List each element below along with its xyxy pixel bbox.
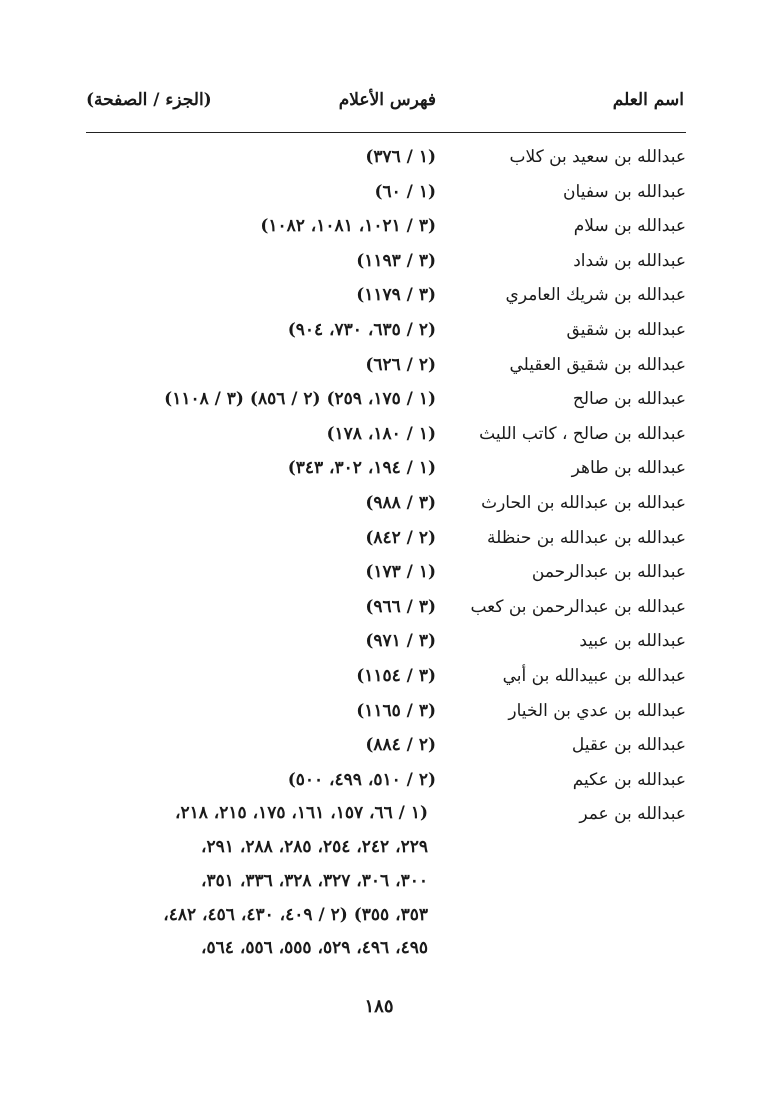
entry-name: عبدالله بن سلام [573,216,686,237]
index-entry [80,451,686,486]
index-entry [80,209,686,244]
page-header [86,90,684,120]
entry-name: عبدالله بن شقيق [566,319,686,340]
index-entry [80,417,686,452]
entry-name: عبدالله بن عقيل [571,735,686,756]
header-divider [86,132,686,133]
index-entries [80,140,686,959]
entry-name: عبدالله بن عمر [579,804,686,825]
entry-references: (٣ / ١١٩٣) [356,250,436,271]
entry-name: عبدالله بن سفيان [563,181,686,202]
entry-name: عبدالله بن شقيق العقيلي [509,354,686,375]
reference-line: ٢٢٩، ٢٤٢، ٢٥٤، ٢٨٥، ٢٨٨، ٢٩١، [201,837,428,858]
entry-references: (٣ / ١٠٢١، ١٠٨١، ١٠٨٢) [260,216,436,237]
index-entry [80,348,686,383]
entry-name: عبدالله بن عبدالرحمن [531,562,686,583]
entry-references: (٢ / ٨٤٢) [365,527,436,548]
entry-references: (٣ / ٩٦٦) [365,596,436,617]
reference-line: (١ / ٦٦، ١٥٧، ١٦١، ١٧٥، ٢١٥، ٢١٨، [174,803,428,824]
entry-name: عبدالله بن شريك العامري [505,285,686,306]
index-entry [80,244,686,279]
name-column-heading: اسم العلم [612,90,684,110]
entry-references [80,797,428,966]
reference-column-heading: (الجزء / الصفحة) [86,90,212,110]
entry-name: عبدالله بن عدي بن الخيار [508,700,686,721]
entry-references: (١ / ٦٠) [374,181,436,202]
entry-references: (٢ / ٦٢٦) [365,354,436,375]
entry-name: عبدالله بن صالح [572,389,686,410]
index-entry [80,624,686,659]
entry-references: (٢ / ٥١٠، ٤٩٩، ٥٠٠) [287,769,436,790]
entry-references: (١ / ٣٧٦) [365,147,436,167]
index-entry [80,175,686,210]
entry-name: عبدالله بن عبدالرحمن بن كعب [470,596,686,617]
entry-references: (٣ / ١١٥٤) [356,665,436,686]
entry-name: عبدالله بن عكيم [572,769,686,790]
entry-references: (٣ / ١١٧٩) [356,285,436,306]
page-number: ١٨٥ [364,996,394,1017]
entry-references: (٣ / ١١٦٥) [356,700,436,721]
index-entry [80,659,686,694]
entry-references: (٣ / ٩٧١) [365,631,436,652]
entry-name: عبدالله بن عبدالله بن حنظلة [487,527,686,548]
entry-name: عبدالله بن سعيد بن كلاب [509,147,686,167]
entry-name: عبدالله بن عبيد [579,631,686,652]
entry-references: (١ / ١٨٠، ١٧٨) [326,423,436,444]
index-entry [80,763,686,798]
entry-name: عبدالله بن عبيدالله بن أبي [502,665,686,686]
index-entry [80,278,686,313]
entry-references: (٣ / ٩٨٨) [365,492,436,513]
entry-name: عبدالله بن صالح ، كاتب الليث [479,423,686,444]
index-entry [80,694,686,729]
entry-name: عبدالله بن عبدالله بن الحارث [481,492,686,513]
reference-line: ٣٠٠، ٣٠٦، ٣٢٧، ٣٢٨، ٣٣٦، ٣٥١، [201,870,428,891]
index-entry [80,521,686,556]
index-entry [80,382,686,417]
entry-references: (١ / ١٧٣) [365,562,436,583]
entry-references: (١ / ١٧٥، ٢٥٩) (٢ / ٨٥٦) (٣ / ١١٠٨) [164,389,436,410]
entry-name: عبدالله بن شداد [573,250,686,271]
entry-name: عبدالله بن طاهر [571,458,686,479]
reference-line: ٤٩٥، ٤٩٦، ٥٢٩، ٥٥٥، ٥٥٦، ٥٦٤، [201,938,428,959]
reference-line: ٣٥٣، ٣٥٥) (٢ / ٤٠٩، ٤٣٠، ٤٥٦، ٤٨٢، [163,904,428,925]
index-entry [80,140,686,175]
entry-references: (٢ / ٦٣٥، ٧٣٠، ٩٠٤) [287,319,436,340]
entry-references: (١ / ١٩٤، ٣٠٢، ٣٤٣) [287,458,436,479]
index-entry [80,486,686,521]
index-entry [80,555,686,590]
entry-references: (٢ / ٨٨٤) [365,735,436,756]
page-title: فهرس الأعلام [338,90,436,110]
index-entry [80,313,686,348]
index-entry [80,590,686,625]
index-entry [80,728,686,763]
